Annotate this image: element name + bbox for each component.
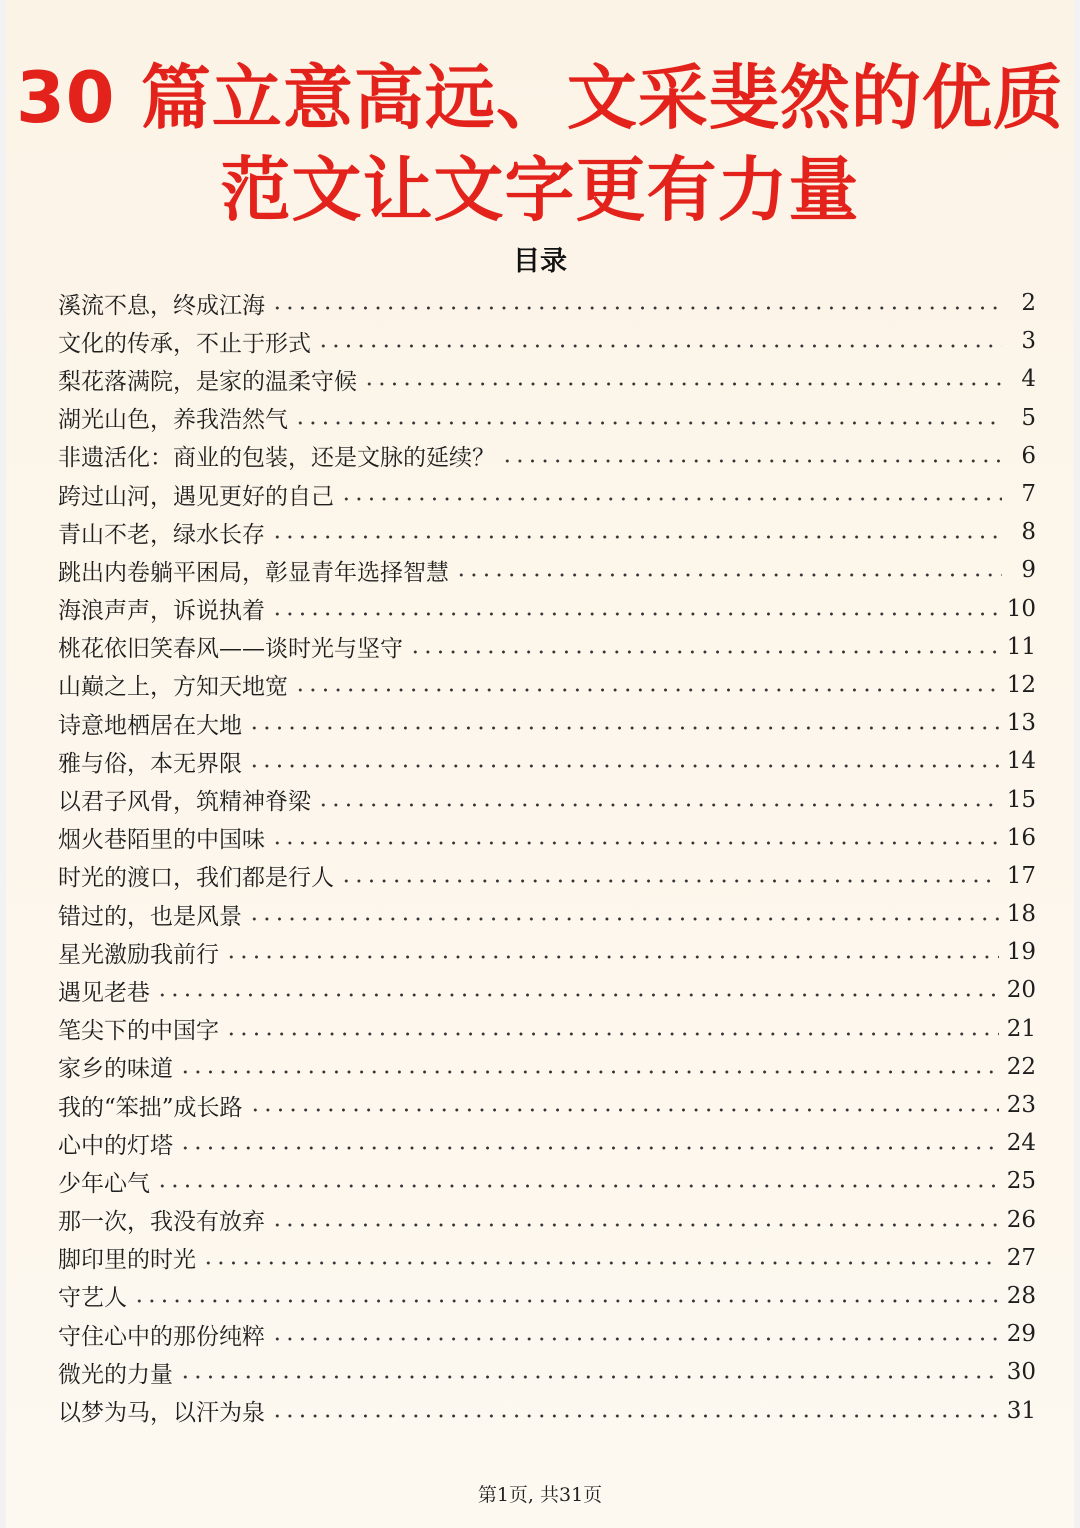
toc-entry[interactable] (58, 1391, 1036, 1429)
toc-entry-title: 跨过山河，遇见更好的自己 (58, 483, 334, 510)
toc-entry-title: 文化的传承，不止于形式 (58, 330, 311, 357)
toc-entry-title: 家乡的味道 (58, 1056, 173, 1083)
toc-entry[interactable] (58, 780, 1036, 818)
toc-entry-page-number: 20 (1006, 977, 1036, 1004)
toc-leader-dots (179, 1070, 999, 1074)
document-title (6, 52, 1074, 236)
toc-leader-dots (409, 650, 999, 654)
toc-entry-title: 少年心气 (58, 1170, 150, 1197)
toc-leader-dots (133, 1299, 999, 1303)
toc-entry-title: 桃花依旧笑春风——谈时光与坚守 (58, 636, 403, 663)
toc-entry-title: 笔尖下的中国字 (58, 1018, 219, 1045)
toc-entry[interactable] (58, 475, 1036, 513)
toc-entry-page-number: 6 (1021, 442, 1036, 469)
toc-entry[interactable] (58, 284, 1036, 322)
toc-entry-page-number: 17 (1006, 862, 1036, 889)
toc-entry-page-number: 3 (1021, 328, 1036, 355)
toc-entry[interactable] (58, 513, 1036, 551)
toc-entry[interactable] (58, 1353, 1036, 1391)
toc-entry-title: 微光的力量 (58, 1361, 173, 1388)
toc-entry[interactable] (58, 819, 1036, 857)
toc-entry-page-number: 27 (1006, 1244, 1036, 1271)
toc-entry-page-number: 22 (1006, 1053, 1036, 1080)
toc-leader-dots (501, 459, 1002, 463)
toc-entry-title: 青山不老，绿水长存 (58, 521, 265, 548)
toc-entry[interactable] (58, 590, 1036, 628)
toc-entry[interactable] (58, 742, 1036, 780)
title-line-1: 30 篇立意高远、文采斐然的优质 (16, 57, 1064, 139)
toc-entry-page-number: 7 (1021, 481, 1036, 508)
toc-entry[interactable] (58, 322, 1036, 360)
toc-entry[interactable] (58, 857, 1036, 895)
toc-entry-title: 雅与俗，本无界限 (58, 750, 242, 777)
toc-leader-dots (156, 1184, 999, 1188)
toc-entry-title: 守住心中的那份纯粹 (58, 1323, 265, 1350)
toc-entry-page-number: 13 (1006, 710, 1036, 737)
page-footer: 第1页, 共31页 (477, 1484, 603, 1506)
toc-leader-dots (156, 993, 999, 997)
toc-entry-page-number: 4 (1021, 366, 1036, 393)
toc-entry[interactable] (58, 704, 1036, 742)
toc-leader-dots (455, 573, 1002, 577)
toc-entry-title: 烟火巷陌里的中国味 (58, 827, 265, 854)
toc-entry[interactable] (58, 1010, 1036, 1048)
toc-entry-page-number: 28 (1006, 1282, 1036, 1309)
toc-entry[interactable] (58, 895, 1036, 933)
toc-entry-page-number: 29 (1006, 1321, 1036, 1348)
toc-entry-page-number: 30 (1006, 1359, 1036, 1386)
toc-leader-dots (317, 344, 1002, 348)
toc-leader-dots (271, 612, 999, 616)
toc-entry-page-number: 25 (1006, 1168, 1036, 1195)
toc-entry[interactable] (58, 360, 1036, 398)
toc-leader-dots (340, 497, 1002, 501)
toc-entry-page-number: 21 (1006, 1015, 1036, 1042)
toc-entry-title: 守艺人 (58, 1285, 127, 1312)
toc-entry-page-number: 8 (1021, 519, 1036, 546)
toc-entry-page-number: 19 (1006, 939, 1036, 966)
toc-entry[interactable] (58, 551, 1036, 589)
toc-entry-title: 错过的，也是风景 (58, 903, 242, 930)
toc-leader-dots (271, 1337, 999, 1341)
toc-heading: 目录 (513, 246, 567, 277)
toc-leader-dots (271, 841, 999, 845)
toc-leader-dots (363, 382, 1002, 386)
toc-entry[interactable] (58, 1201, 1036, 1239)
toc-leader-dots (271, 1414, 999, 1418)
toc-entry-title: 梨花落满院，是家的温柔守候 (58, 368, 357, 395)
toc-entry-title: 我的“笨拙”成长路 (58, 1094, 243, 1121)
toc-leader-dots (248, 917, 999, 921)
toc-entry[interactable] (58, 933, 1036, 971)
toc-entry[interactable] (58, 1239, 1036, 1277)
toc-entry-title: 以梦为马，以汗为泉 (58, 1400, 265, 1427)
toc-entry-title: 海浪声声，诉说执着 (58, 598, 265, 625)
toc-leader-dots (179, 1375, 999, 1379)
toc-entry-page-number: 12 (1006, 671, 1036, 698)
toc-entry-title: 湖光山色，养我浩然气 (58, 407, 288, 434)
toc-leader-dots (249, 1108, 999, 1112)
toc-entry-page-number: 26 (1006, 1206, 1036, 1233)
toc-entry-page-number: 9 (1021, 557, 1036, 584)
toc-leader-dots (248, 764, 999, 768)
toc-leader-dots (179, 1146, 999, 1150)
toc-leader-dots (202, 1261, 999, 1265)
toc-entry-page-number: 16 (1006, 824, 1036, 851)
toc-entry-title: 以君子风骨，筑精神脊梁 (58, 789, 311, 816)
toc-entry[interactable] (58, 666, 1036, 704)
toc-leader-dots (340, 879, 999, 883)
toc-entry-title: 星光激励我前行 (58, 941, 219, 968)
toc-leader-dots (225, 955, 999, 959)
toc-entry[interactable] (58, 971, 1036, 1009)
toc-entry-page-number: 23 (1006, 1092, 1036, 1119)
toc-leader-dots (271, 1223, 999, 1227)
toc-entry-page-number: 31 (1006, 1397, 1036, 1424)
toc-entry[interactable] (58, 437, 1036, 475)
toc-entry-title: 溪流不息，终成江海 (58, 292, 265, 319)
toc-entry-page-number: 24 (1006, 1130, 1036, 1157)
toc-leader-dots (225, 1032, 999, 1036)
toc-entry-title: 遇见老巷 (58, 979, 150, 1006)
title-line-2: 范文让文字更有力量 (220, 149, 860, 231)
toc-entry-title: 时光的渡口，我们都是行人 (58, 865, 334, 892)
toc-entry-title: 非遗活化：商业的包装，还是文脉的延续？ (58, 445, 495, 472)
toc-entry-page-number: 2 (1021, 290, 1036, 317)
toc-leader-dots (317, 803, 999, 807)
toc-entry[interactable] (58, 1162, 1036, 1200)
toc-leader-dots (271, 306, 1002, 310)
toc-entry[interactable] (58, 1315, 1036, 1353)
toc-entry-title: 山巅之上，方知天地宽 (58, 674, 288, 701)
toc-entry[interactable] (58, 399, 1036, 437)
toc-entry[interactable] (58, 1048, 1036, 1086)
toc-entry-title: 脚印里的时光 (58, 1247, 196, 1274)
toc-entry[interactable] (58, 1086, 1036, 1124)
toc-leader-dots (248, 726, 999, 730)
toc-entry-title: 那一次，我没有放弃 (58, 1209, 265, 1236)
toc-entry[interactable] (58, 1124, 1036, 1162)
toc-entry-title: 跳出内卷躺平困局，彰显青年选择智慧 (58, 559, 449, 586)
toc-leader-dots (294, 688, 999, 692)
toc-leader-dots (271, 535, 1002, 539)
toc-entry-page-number: 14 (1006, 748, 1036, 775)
toc-entry-page-number: 10 (1006, 595, 1036, 622)
toc-entry-title: 诗意地栖居在大地 (58, 712, 242, 739)
toc-entry-page-number: 18 (1006, 901, 1036, 928)
toc-entry-page-number: 5 (1021, 404, 1036, 431)
table-of-contents (58, 284, 1036, 1430)
toc-entry-page-number: 11 (1006, 633, 1036, 660)
toc-entry[interactable] (58, 628, 1036, 666)
toc-entry[interactable] (58, 1277, 1036, 1315)
toc-entry-title: 心中的灯塔 (58, 1132, 173, 1159)
toc-entry-page-number: 15 (1006, 786, 1036, 813)
toc-leader-dots (294, 421, 1002, 425)
